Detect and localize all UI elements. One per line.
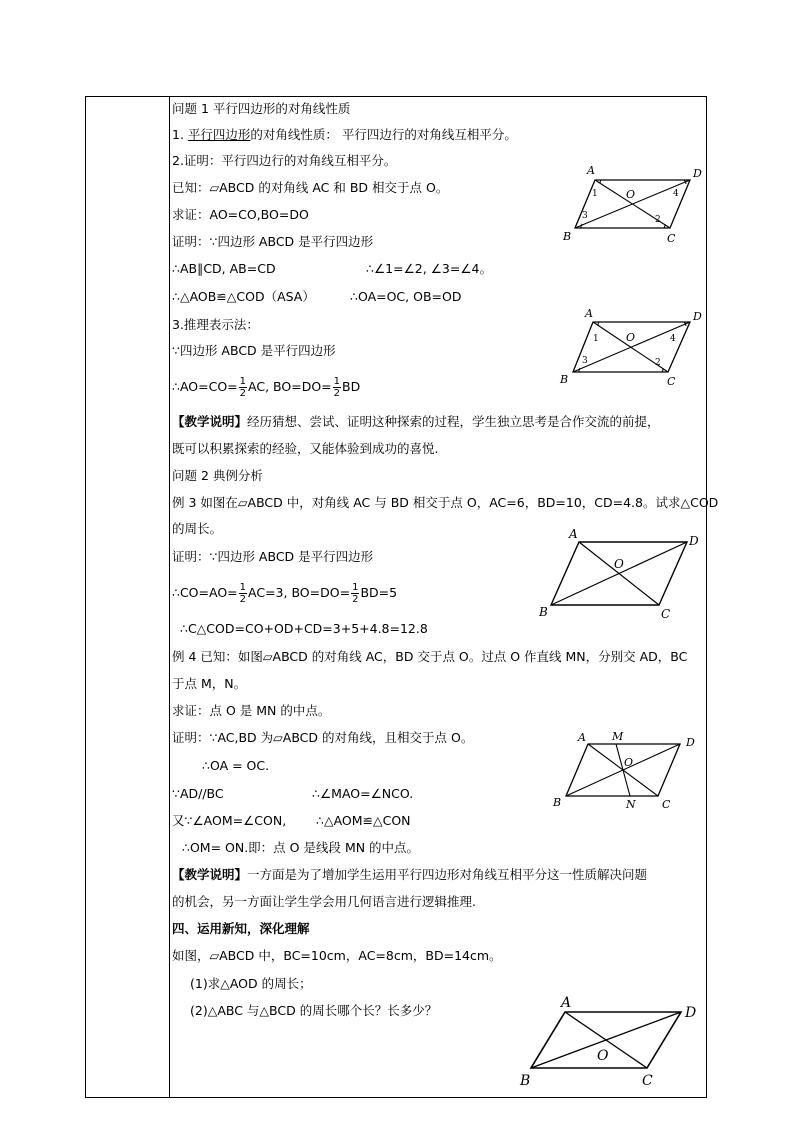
teaching-note-1-cont: 既可以积累探索的经验，又能体验到成功的喜悦. (172, 441, 439, 456)
teaching-note-2-cont: 的机会，另一方面让学生学会用几何语言进行逻辑推理. (172, 894, 476, 909)
prove-statement: 求证：AO=CO,BO=DO (172, 207, 309, 222)
example4-step-b2: ∴∠MAO=∠NCO. (312, 786, 414, 801)
parallelogram-figure-1 (555, 160, 715, 245)
figure1-label-a: A (587, 164, 595, 177)
figure4-label-d: D (686, 736, 695, 749)
figure4-line-mn (616, 744, 630, 796)
example4-proof: 证明：∵AC,BD 为▱ABCD 的对角线，且相交于点 O。 (172, 730, 474, 745)
figure3-label-d: D (689, 534, 699, 548)
figure2-angle-2: 2 (655, 358, 661, 368)
teaching-note-2: 【教学说明】一方面是为了增加学生运用平行四边形对角线互相平分这一性质解决问题 (172, 867, 648, 882)
proof-heading: 2.证明：平行四边行的对角线互相平分。 (172, 153, 397, 168)
figure4-label-b: B (553, 796, 562, 809)
figure2-label-d: D (693, 310, 702, 323)
proof-step-a: ∴AB∥CD, AB=CD (172, 261, 276, 276)
reasoning-since: ∵四边形 ABCD 是平行四边形 (172, 343, 336, 358)
figure4-label-a: A (578, 731, 586, 744)
example3-text: 例 3 如图在▱ABCD 中，对角线 AC 与 BD 相交于点 O，AC=6，BD=10，CD=4.8。试求△COD (172, 495, 719, 510)
figure1-angle-3: 3 (582, 211, 588, 221)
example4-step-c1: 又∵∠AOM=∠CON, (172, 813, 287, 828)
figure4-label-n: N (626, 798, 636, 811)
example4-step-b1: ∵AD//BC (172, 786, 224, 801)
figure1-label-o: O (626, 188, 636, 201)
figure2-label-a: A (585, 307, 593, 320)
example4-conclusion: ∴OM= ON.即：点 O 是线段 MN 的中点。 (182, 840, 420, 855)
figure1-angle-4: 4 (673, 189, 679, 199)
figure1-label-c: C (667, 232, 676, 245)
parallelogram-figure-2 (555, 305, 715, 390)
figure1-label-b: B (563, 230, 572, 243)
figure5-label-d: D (685, 1005, 697, 1021)
figure1-angle-2: 2 (655, 215, 661, 225)
given-statement: 已知：▱ABCD 的对角线 AC 和 BD 相交于点 O。 (172, 180, 449, 195)
figure4-label-m: M (612, 730, 624, 743)
proof-step-c: ∴△AOB≌△COD（ASA） (172, 289, 315, 304)
parallelogram-figure-4 (548, 728, 708, 813)
example4-prove: 求证：点 O 是 MN 的中点。 (172, 703, 331, 718)
proof-step-b: ∴∠1=∠2, ∠3=∠4。 (366, 261, 492, 276)
example4-text-cont: 于点 M，N。 (172, 676, 247, 691)
figure3-diagonal-bd (551, 542, 687, 605)
parallelogram-figure-5 (515, 996, 705, 1091)
proof-step-d: ∴OA=OC, OB=OD (350, 289, 462, 304)
figure5-label-a: A (561, 995, 572, 1011)
section4-title: 四、运用新知，深化理解 (172, 921, 310, 936)
example4-step-a: ∴OA = OC. (202, 758, 270, 773)
section4-question2: (2)△ABC 与△BCD 的周长哪个长？长多少？ (190, 1003, 438, 1018)
figure2-angle-3: 3 (582, 356, 588, 366)
figure2-label-c: C (667, 375, 676, 388)
example3-step: ∴CO=AO= $\frac{1}{2}$ AC=3, BO=DO= $\frac{1}{2}$ BD=5 (172, 582, 398, 605)
property-statement: 1. 平行四边形的对角线性质： 平行四边行的对角线互相平分。 (172, 127, 517, 142)
example4-text: 例 4 已知：如图▱ABCD 的对角线 AC，BD 交于点 O。过点 O 作直线 MN，分别交 AD，BC (172, 649, 688, 664)
example4-step-c2: ∴△AOM≌△CON (316, 813, 411, 828)
figure4-label-o: O (624, 756, 634, 769)
example3-text-cont: 的周长。 (172, 521, 223, 536)
question1-title: 问题 1 平行四边形的对角线性质 (172, 101, 351, 116)
question2-title: 问题 2 典例分析 (172, 468, 263, 483)
figure4-label-c: C (662, 798, 671, 811)
figure5-label-o: O (597, 1048, 609, 1064)
reasoning-heading: 3.推理表示法： (172, 317, 259, 332)
example3-proof: 证明：∵四边形 ABCD 是平行四边形 (172, 549, 374, 564)
figure1-label-d: D (693, 167, 702, 180)
section4-question1: (1)求△AOD 的周长； (190, 976, 312, 991)
parallelogram-figure-3 (535, 528, 715, 623)
reasoning-result: ∴AO=CO= $\frac{1}{2}$ AC, BO=DO= $\frac{1}{2}$ BD (172, 376, 361, 399)
figure2-label-b: B (560, 373, 569, 386)
figure5-label-b: B (520, 1073, 531, 1089)
column-divider (169, 97, 170, 1097)
teaching-note-1: 【教学说明】经历猜想、尝试、证明这种探索的过程，学生独立思考是合作交流的前提， (172, 414, 660, 429)
proof-start: 证明：∵四边形 ABCD 是平行四边形 (172, 234, 374, 249)
figure3-label-c: C (661, 607, 671, 621)
figure2-angle-4: 4 (670, 334, 676, 344)
figure5-label-c: C (642, 1073, 653, 1089)
figure2-label-o: O (626, 331, 636, 344)
figure3-label-a: A (569, 527, 578, 541)
section4-given: 如图，▱ABCD 中，BC=10cm，AC=8cm，BD=14cm。 (172, 948, 502, 963)
figure3-label-b: B (539, 605, 548, 619)
figure1-angle-1: 1 (592, 189, 598, 199)
figure2-angle-1: 1 (593, 334, 599, 344)
example3-result: ∴C△COD=CO+OD+CD=3+5+4.8=12.8 (180, 621, 428, 636)
figure3-label-o: O (614, 557, 624, 571)
